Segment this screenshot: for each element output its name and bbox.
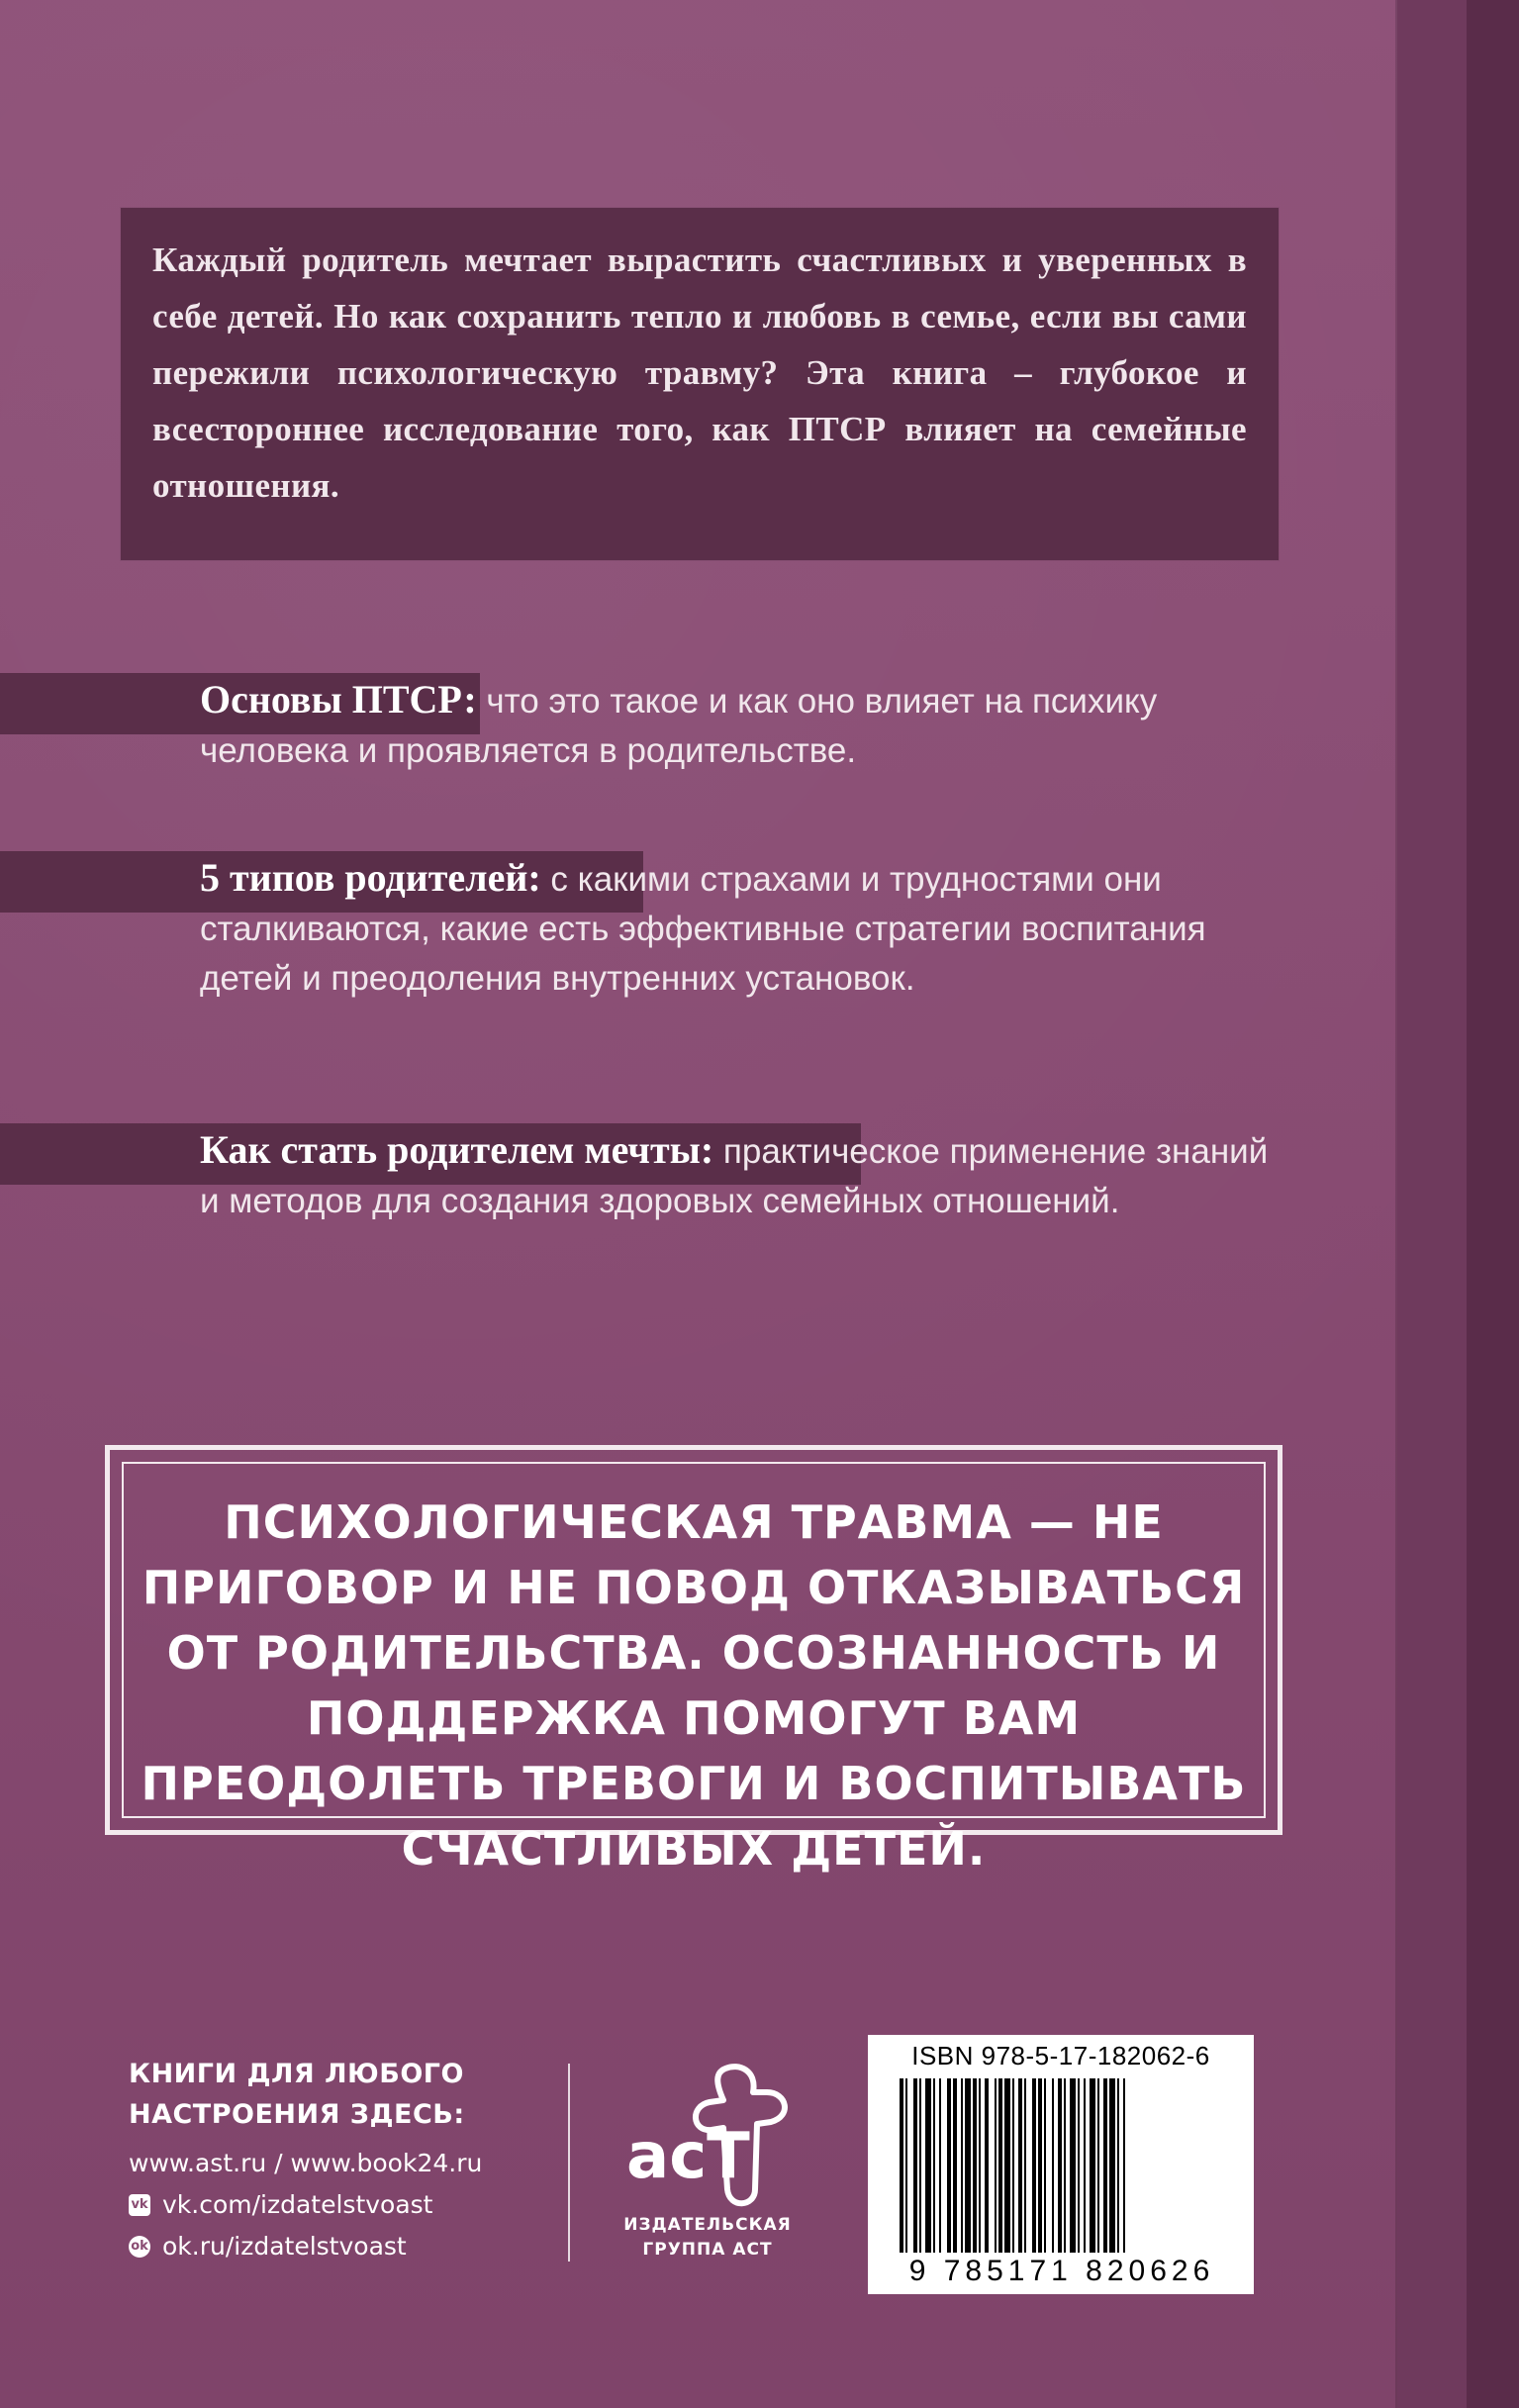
barcode-block <box>868 2035 1254 2294</box>
barcode-icon <box>900 2078 1222 2257</box>
barcode-bar <box>905 2078 907 2253</box>
barcode-bar <box>913 2078 917 2253</box>
barcode-bar <box>939 2078 941 2253</box>
quote-frame <box>105 1445 1282 1876</box>
barcode-bar <box>1004 2078 1010 2253</box>
spine-band-dark <box>1467 0 1519 2408</box>
barcode-bar <box>925 2078 931 2253</box>
barcode-bar <box>1097 2078 1099 2253</box>
vk-link[interactable] <box>129 2184 554 2226</box>
feature-text: с какими страхами и трудностями они сталкиваются, какие есть эффективные стратегии воспитания детей и преодоления внутренних установок. <box>200 860 1206 998</box>
isbn-label: ISBN 978-5-17-182062-6 <box>911 2041 1210 2071</box>
barcode-bar <box>973 2078 977 2253</box>
barcode-bar <box>1032 2078 1036 2253</box>
barcode-bar <box>900 2078 903 2253</box>
barcode-bar <box>1084 2078 1086 2253</box>
ok-icon: ok <box>129 2236 150 2258</box>
feature-dream-parent <box>200 1125 1269 1226</box>
ast-logo-text: acT <box>626 2120 750 2193</box>
feature-title: Как стать родителем мечты: <box>200 1127 714 1172</box>
publisher-name-line1: ИЗДАТЕЛЬСКАЯ <box>623 2215 792 2235</box>
barcode-bar <box>1123 2078 1125 2253</box>
publisher-name-line2: ГРУППА АСТ <box>642 2240 773 2260</box>
barcode-bar <box>1103 2078 1107 2253</box>
promo-sites[interactable]: www.ast.ru / www.book24.ru <box>129 2149 483 2177</box>
intro-text: Каждый родитель мечтает вырастить счастливых и уверенных в себе детей. Но как сохранить тепло и любовь в семье, если вы сами пережили психологическую травму? Эта книга – глубокое и всестороннее исследование того, как ПТСР влияет на семейные отношения. <box>152 241 1247 505</box>
feature-title: 5 типов родителей: <box>200 855 541 900</box>
barcode-bar <box>1090 2078 1095 2253</box>
intro-block <box>121 208 1279 560</box>
quote-text: ПСИХОЛОГИЧЕСКАЯ ТРАВМА — НЕ ПРИГОВОР И НЕ ПОВОД ОТКАЗЫВАТЬСЯ ОТ РОДИТЕЛЬСТВА. ОСОЗНАННОСТЬ И ПОДДЕРЖКА ПОМОГУТ ВАМ ПРЕОДОЛЕТЬ ТРЕВОГИ И ВОСПИТЫВАТЬ СЧАСТЛИВЫХ ДЕТЕЙ. <box>141 1495 1247 1876</box>
barcode-bar <box>965 2078 971 2253</box>
barcode-bar <box>985 2078 989 2253</box>
ok-link-text: ok.ru/izdatelstvoast <box>162 2232 407 2261</box>
promo-divider <box>568 2064 570 2262</box>
feature-ptsd-basics <box>200 675 1269 776</box>
ok-link[interactable] <box>129 2226 554 2267</box>
barcode-digits: 9 785171 820626 <box>908 2255 1215 2287</box>
barcode-bar <box>1052 2078 1054 2253</box>
barcode-bar <box>1109 2078 1115 2253</box>
barcode-bar <box>1117 2078 1119 2253</box>
feature-text: что это такое и как оно влияет на психику человека и проявляется в родительстве. <box>200 682 1158 770</box>
barcode-bar <box>947 2078 951 2253</box>
barcode-bar <box>998 2078 1002 2253</box>
feature-text: практическое применение знаний и методов для создания здоровых семейных отношений. <box>200 1132 1269 1220</box>
barcode-bar <box>1018 2078 1022 2253</box>
spine-band-light <box>1397 0 1467 2408</box>
barcode-bar <box>979 2078 981 2253</box>
barcode-bar <box>1024 2078 1026 2253</box>
promo-block <box>129 2054 554 2267</box>
barcode-bar <box>1064 2078 1066 2253</box>
vk-link-text: vk.com/izdatelstvoast <box>162 2190 433 2219</box>
barcode-bar <box>961 2078 963 2253</box>
barcode-bar <box>1058 2078 1062 2253</box>
publisher-name <box>599 2213 816 2263</box>
barcode-bar <box>953 2078 957 2253</box>
barcode-bar <box>1038 2078 1042 2253</box>
promo-title-line2: НАСТРОЕНИЯ ЗДЕСЬ: <box>129 2099 465 2130</box>
feature-title: Основы ПТСР: <box>200 677 477 722</box>
promo-title-line1: КНИГИ ДЛЯ ЛЮБОГО <box>129 2059 464 2089</box>
barcode-bar <box>1078 2078 1080 2253</box>
feature-parent-types <box>200 853 1269 1004</box>
barcode-bar <box>933 2078 935 2253</box>
barcode-bar <box>919 2078 921 2253</box>
barcode-bar <box>1044 2078 1046 2253</box>
barcode-bar <box>1070 2078 1076 2253</box>
vk-icon: vk <box>129 2194 150 2216</box>
barcode-bar <box>1012 2078 1014 2253</box>
barcode-bar <box>995 2078 997 2253</box>
